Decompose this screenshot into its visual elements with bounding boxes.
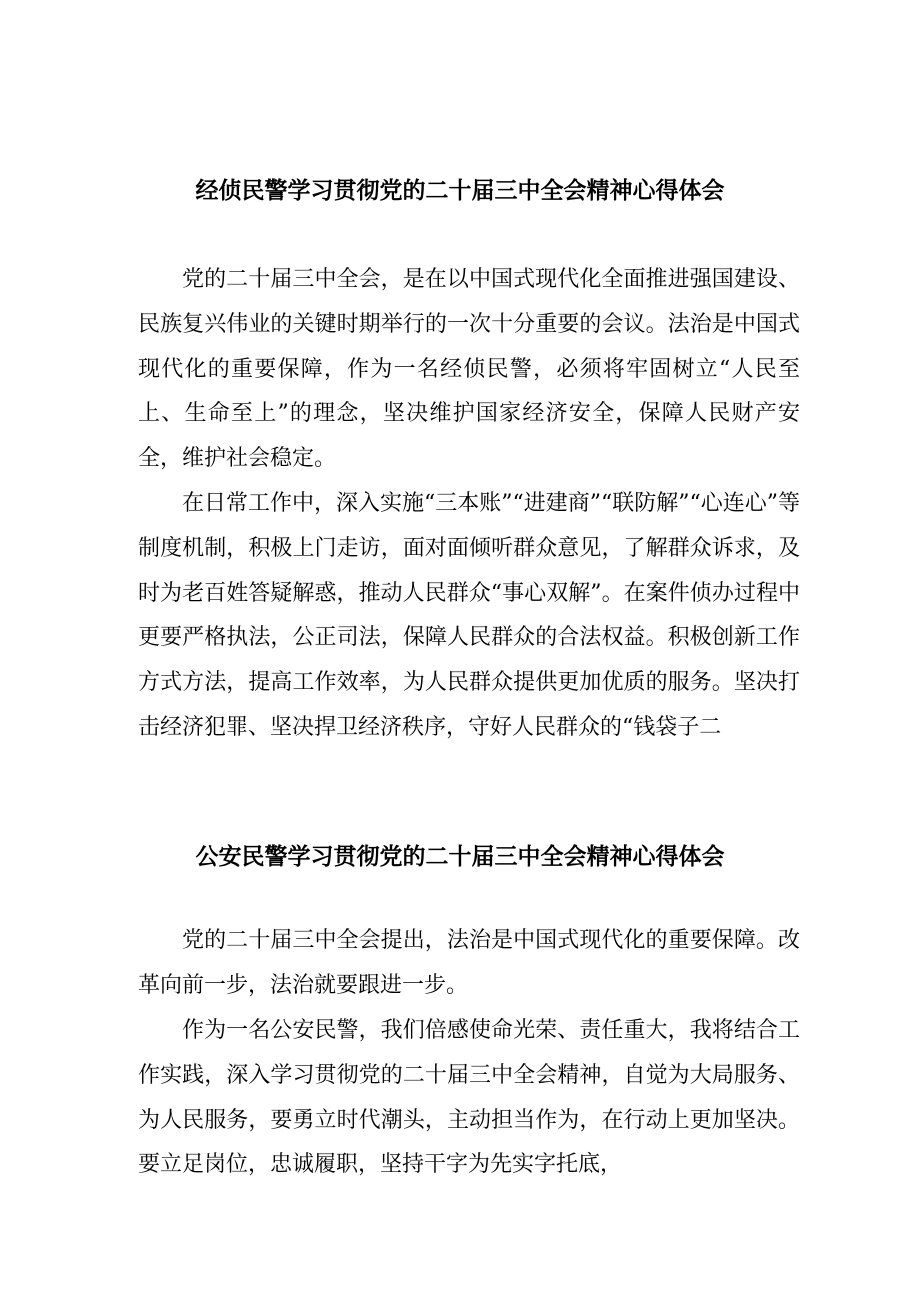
section-1-title: 经侦民警学习贯彻党的二十届三中全会精神心得体会 (195, 178, 725, 204)
section-2-title: 公安民警学习贯彻党的二十届三中全会精神心得体会 (195, 844, 725, 870)
section-2-paragraph-1: 党的二十届三中全会提出，法治是中国式现代化的重要保障。改革向前一步，法治就要跟进一步。 (138, 928, 800, 998)
section-2-paragraph-2: 作为一名公安民警，我们倍感使命光荣、责任重大，我将结合工作实践，深入学习贯彻党的二十届三中全会精神，自觉为大局服务、为人民服务，要勇立时代潮头，主动担当作为，在行动上更加坚决。要立足岗位，忠诚履职，坚持干字为先实字托底， (138, 1018, 800, 1178)
section-1-paragraph-2: 在日常工作中，深入实施“三本账”“进建商”“联防解”“心连心”等制度机制，积极上门走访，面对面倾听群众意见，了解群众诉求，及时为老百姓答疑解惑，推动人民群众“事心双解”。在案件侦办过程中更要严格执法，公正司法，保障人民群众的合法权益。积极创新工作方式方法，提高工作效率，为人民群众提供更加优质的服务。坚决打击经济犯罪、坚决捍卫经济秩序，守好人民群众的“钱袋子二 (138, 491, 800, 740)
section-1-paragraph-1: 党的二十届三中全会，是在以中国式现代化全面推进强国建设、民族复兴伟业的关键时期举行的一次十分重要的会议。法治是中国式现代化的重要保障，作为一名经侦民警，必须将牢固树立“人民至上、生命至上”的理念，坚决维护国家经济安全，保障人民财产安全，维护社会稳定。 (138, 267, 800, 472)
